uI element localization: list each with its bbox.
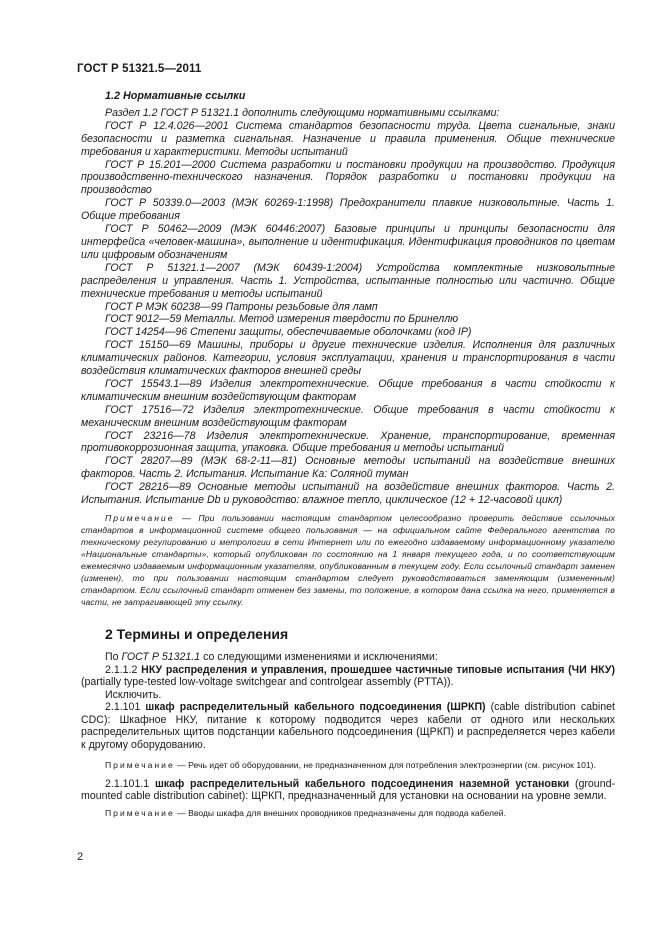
term-number: 2.1.101.1 [105, 777, 155, 790]
note-text: — Речь идет об оборудовании, не предназначенном для потребления электроэнергии (см. рисунок 101). [177, 759, 596, 770]
reference-item: ГОСТ Р МЭК 60238—99 Патроны резьбовые для ламп [105, 300, 378, 313]
intro-text: По [105, 650, 122, 663]
reference-item: ГОСТ 9012—59 Металлы. Метод измерения твердости по Бринеллю [105, 313, 459, 326]
note-text: — Вводы шкафа для внешних проводников предназначены для подвода кабелей. [177, 807, 506, 818]
term-number: 2.1.1.2 [105, 663, 142, 676]
reference-item: ГОСТ 15543.1—89 Изделия электротехнические. Общие требования в части стойкости к климатическим внешним воздействующим факторам [81, 377, 615, 403]
section-2-title: 2 Термины и определения [105, 626, 289, 642]
reference-item: ГОСТ Р 51321.1—2007 (МЭК 60439-1:2004) Устройства комплектные низковольтные распределения и управления. Часть 1. Устройства, испытанные полностью или частично. Общие технические требования и методы испытаний [81, 261, 615, 300]
reference-item: ГОСТ 28207—89 (МЭК 68-2-11—81) Основные методы испытаний на воздействие внешних факторов. Часть 2. Испытания. Испытание Ка: Соляной туман [81, 455, 615, 481]
section-1-2-title: 1.2 Нормативные ссылки [105, 90, 246, 102]
term-name: шкаф распределительный кабельного подсоединения (ШРКП) [145, 701, 486, 714]
reference-item: ГОСТ Р 50339.0—2003 (МЭК 60269-1:1998) Предохранители плавкие низковольтные. Часть 1. Общие требования [81, 197, 615, 223]
term-2-1-1-2 [81, 664, 615, 689]
page-content [81, 90, 615, 819]
reference-item: ГОСТ 15150—69 Машины, приборы и другие технические изделия. Исполнения для различных климатических районов. Категории, условия эксплуатации, хранения и транспортирования в части воздействия климатических факторов внешней среды [81, 339, 615, 378]
reference-item: ГОСТ 14254—96 Степени защиты, обеспечиваемые оболочками (код IP) [105, 326, 472, 339]
reference-item: ГОСТ Р 15.201—2000 Система разработки и постановки продукции на производство. Продукция производственно-технического назначения. Порядок разработки и постановки продукции на производство [81, 158, 615, 197]
note-2-1-101-1 [81, 807, 615, 819]
note-label: Примечание [105, 759, 175, 770]
term-name: НКУ распределения и управления, прошедшее частичные типовые испытания (ЧИ НКУ) [141, 663, 615, 676]
note-label: Примечание [105, 513, 175, 523]
term-definition: (partially type-tested low-voltage switchgear and controlgear assembly (PTTA)). [81, 676, 454, 689]
intro-text-end: со следующими изменениями и исключениями: [200, 650, 438, 663]
reference-item: ГОСТ 17516—72 Изделия электротехнические. Общие требования в части стойкости к механическим внешним воздействующим факторам [81, 403, 615, 429]
term-definition: (ground-mounted cable distribution cabinet): ЩРКП, предназначенный для установки на основании на уровне земли. [81, 777, 616, 803]
term-name: шкаф распределительный кабельного подсоединения наземной установки [154, 777, 570, 790]
note-references [81, 512, 615, 608]
reference-item: ГОСТ 28216—89 Основные методы испытаний на воздействие внешних факторов. Часть 2. Испытания. Испытание Db и руководство: влажное тепло, циклическое (12 + 12-часовой цикл) [81, 481, 615, 507]
standard-header: ГОСТ Р 51321.5—2011 [77, 63, 202, 75]
reference-item: ГОСТ Р 50462—2009 (МЭК 60446:2007) Базовые принципы и принципы безопасности для интерфейса «человек-машина», выполнение и идентификация. Идентификация проводников по цветам или цифровым обозначениям [81, 223, 615, 261]
reference-item: ГОСТ Р 12.4.026—2001 Система стандартов безопасности труда. Цвета сигнальные, знаки безопасности и разметка сигнальная. Назначение и правила применения. Общие технические требования и характеристики. Методы испытаний [81, 119, 615, 158]
note-2-1-101 [81, 759, 615, 771]
term-definition: (cable distribution cabinet CDC): Шкафное НКУ, питание к которому подводится через кабели от одного или нескольких распределительных щитов подстанции кабельного подсоединения (ЩРКП) и распределяется через кабели к другому оборудованию. [81, 701, 615, 752]
page-number: 2 [77, 851, 84, 863]
section-1-2-intro: Раздел 1.2 ГОСТ Р 51321.1 дополнить следующими нормативными ссылками: [105, 106, 500, 119]
term-exclude: Исключить. [105, 688, 162, 701]
term-2-1-101-1 [81, 778, 615, 803]
note-label: Примечание [105, 807, 175, 818]
term-2-1-101 [81, 701, 615, 751]
intro-standard-ref: ГОСТ Р 51321.1 [121, 650, 201, 663]
note-text: — При пользовании настоящим стандартом целесообразно проверить действие ссылочных стандартов в информационной системе общего пользования — на официальном сайте Федерального агентства по техническому регулированию и метрологии в сети Интернет или по ежегодно издаваемому информационному указателю «Национальные стандарты», который опубликован по состоянию на 1 января текущего года, и по соответствующим ежемесячно издаваемым информационным указателям, опубликованным в текущем году. Если ссылочный стандарт заменен (изменен), то при пользовании настоящим стандартом следует руководствоваться заменяющим (измененным) стандартом. Если ссылочный стандарт отменен без замены, то положение, в котором дана ссылка на него, применяется в части, не затрагивающей эту ссылку. [81, 513, 615, 607]
section-2-intro [81, 651, 615, 664]
term-number: 2.1.101 [105, 701, 146, 714]
section-2-body [81, 651, 615, 819]
reference-item: ГОСТ 23216—78 Изделия электротехнические. Хранение, транспортирование, временная противокоррозионная защита, упаковка. Общие требования и методы испытаний [81, 429, 615, 455]
